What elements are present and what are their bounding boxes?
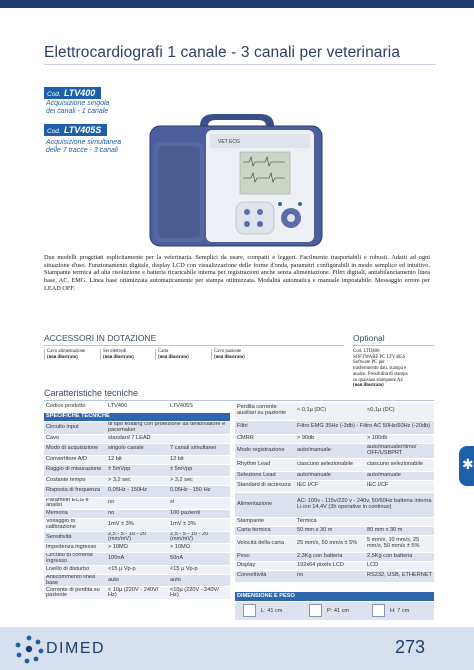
spec-row [44,476,230,485]
tech-divider [44,400,434,401]
product-desc-ltv400 [46,100,109,116]
spec-row [44,464,230,476]
spec-row [44,553,230,566]
optional-line: Software PC per [353,360,385,366]
length-icon [243,604,256,617]
spec-value-cell: IEC I/CF [295,480,365,492]
spec-value-cell: 7 canali simultanei [168,443,230,455]
spec-value-cell: 0,05Hz - 150 Hz [168,485,230,497]
spec-label-cell: Costante tempo [44,476,106,485]
spec-value-cell: > 3,2 sec [106,476,168,485]
spec-label-cell: Raggio di misurazione [44,464,106,476]
dimension-depth [309,604,369,618]
spec-label-cell: Carta termica [235,526,295,535]
optional-line: su qualsiasi stampante A4 [353,377,403,383]
spec-row [44,574,230,587]
product-code-badge-ltv405s [44,124,107,136]
spec-label-cell: Rhythm Lead [235,458,295,471]
optional-divider [353,345,434,346]
spec-value-cell: > 100db [365,434,434,443]
spec-row [44,485,230,497]
accessory-name: Cavo paziente [214,349,242,354]
spec-row [235,526,434,535]
accessory-note: (non illustrato) [47,354,78,360]
spec-value-cell: ± 5mVpp [106,464,168,476]
spec-table-right [235,403,434,583]
spec-row [235,403,434,420]
spec-value-cell: di tipo floating con protezione da defibrillatore e pacemaker [106,421,230,434]
spec-value-cell: auto [168,574,230,587]
spec-label-cell: Voltaggio di calibrazione [44,519,106,532]
optional-code: Cod. LTD406 [353,349,380,354]
top-color-bar [0,0,474,8]
spec-row [44,510,230,519]
spec-label-cell: Circuito di corrente ingresso [44,553,106,566]
intro-paragraph: Due modelli progettati esplicitamente per la veterinaria. Semplici da usare, compatti e leggeri. Facilmente trasportabili e robusti. Adatti ad ogni situazione d'uso. Funzionamento digitale, display LCD con visualizzazione delle forme d'onda, parametri configurabili in modo semplice ed intuitivo. Stampante termica ad alta risoluzione e batteria ricaricabile interna per registrazioni anche senza alimentazione. Filtri digitali, antisbilanciamento linea base, AC, EMG. Linea base ottimizzata automaticamente per stampa ottimizzata. Modalità automatica e manuale impostabile. Messaggio errore per LEAD OFF. [44,254,430,292]
spec-value-cell: 100nA [106,553,168,566]
spec-value-cell: ± 5mVpp [168,464,230,476]
product-desc-ltv405s [46,139,121,155]
spec-value-cell: standard 7 LEAD [106,434,230,443]
spec-row [44,531,230,544]
star-icon: ✱ [462,456,474,472]
brand-name: DIMED [46,640,106,657]
spec-band-label: SPECIFICHE TECNICHE [44,412,230,421]
spec-row [44,421,230,434]
spec-value-cell: > 3,2 sec [168,476,230,485]
spec-label-cell: Connettività [235,570,295,582]
spec-header-cell: LTV405S [168,403,230,412]
product-code: LTV405S [63,125,102,135]
spec-band-row [44,412,230,421]
spec-row [44,455,230,464]
spec-value-cell: 100 pazienti [168,510,230,519]
optional-title: Optional [353,333,385,343]
spec-value-cell: 192x64 pixels LCD [295,561,365,570]
spec-row [44,497,230,510]
spec-value-cell: 25 mm/s, 50 mm/s ± 5% [295,535,365,552]
spec-value-cell: no [295,570,365,582]
product-desc-line: Acquisizione simultanea [46,139,122,146]
spec-value-cell: 50 mm x 30 m [295,526,365,535]
product-code: LTV400 [63,88,96,98]
spec-label-cell: Impedenza ingresso [44,544,106,553]
spec-row [44,587,230,600]
page-title: Elettrocardiografi 1 canale - 3 canali per veterinaria [44,44,401,61]
spec-value-cell: ciascuno selezionabile [365,458,434,471]
spec-row [44,434,230,443]
spec-value-cell: auto/manuale/ritmo/ OFF/USBPRT [365,443,434,458]
spec-table-left [44,403,230,600]
spec-value-cell: <0,1µ (DC) [365,403,434,420]
product-desc-line: Acquisizione singola [46,100,110,107]
accessory-name: Cavo alimentazione [47,349,86,354]
spec-row [235,420,434,434]
dimed-logo-icon [14,634,44,664]
accessory-note: (non illustrato) [158,354,189,360]
spec-value-cell: 2,5Kg con batteria [365,552,434,561]
spec-label-cell: Velocità della carta [235,535,295,552]
spec-value-cell: LCD [365,561,434,570]
spec-value-cell: 1mV ± 3% [106,519,168,532]
spec-row [44,519,230,532]
spec-value-cell: 50nA [168,553,230,566]
spec-label-cell: Parametri ECG e analisi [44,497,106,510]
spec-row [44,544,230,553]
spec-value-cell: auto/manuale [365,471,434,480]
optional-item [353,349,433,389]
spec-value-cell: 2,5 - 5 - 10 - 20 (mm/mV) [106,531,168,544]
spec-label-cell: Risposta di frequenza [44,485,106,497]
spec-value-cell: 1mV ± 3% [168,519,230,532]
spec-value-cell: 0,05Hz - 150Hz [106,485,168,497]
product-desc-line: dei canali - 1 canale [46,108,109,115]
depth-icon [309,604,322,617]
spec-value-cell: auto/manuale [295,471,365,480]
spec-row [235,561,434,570]
spec-label-cell: Standard di sicurezza [235,480,295,492]
spec-value-cell: IEC I/CF [365,480,434,492]
spec-value-cell: 2,5 - 5 - 10 - 20 (mm/mV) [168,531,230,544]
spec-header-cell: Codice prodotto [44,403,106,412]
spec-row [44,443,230,455]
spec-label-cell: CMRR [235,434,295,443]
spec-label-cell: Display [235,561,295,570]
spec-label-cell: Convertitore A/D [44,455,106,464]
spec-header-cell: LTV400 [106,403,168,412]
spec-value-cell: 2,3Kg con batteria [295,552,365,561]
spec-label-cell: Sensitività [44,531,106,544]
spec-label-cell: Peso [235,552,295,561]
spec-value-cell: > 10MΩ [106,544,168,553]
spec-label-cell: Cavo [44,434,106,443]
spec-value-cell: 12 bit [106,455,168,464]
spec-label-cell: Alimentazione [235,492,295,517]
spec-label-cell: Anticommento linea base [44,574,106,587]
spec-label-cell: Corrente di perdita su paziente [44,587,106,600]
spec-value-cell: singolo canale [106,443,168,455]
spec-value-cell: auto/manuale [295,443,365,458]
spec-label-cell: Filtri [235,420,295,434]
spec-value-cell: Filtro EMG 35Hz (-3db) - Filtro AC 50Hz/60Hz (-20db) [295,420,434,434]
optional-line: trasferimento dati, stampa e [353,366,407,372]
spec-row [235,458,434,471]
spec-label-cell: Livello di disturbo [44,565,106,574]
dimension-height-value: H: 7 cm [390,608,410,614]
spec-label-cell: Stampante [235,517,295,526]
tech-title: Caratteristiche tecniche [44,388,139,398]
accessory-name: Set elettrodi [103,349,127,354]
spec-value-cell: < 0,1µ (DC) [295,403,365,420]
spec-row [235,443,434,458]
accessory-note: (non illustrato) [214,354,245,360]
title-divider [44,64,436,65]
spec-row [44,565,230,574]
optional-line: analisi. Possibilità di stampa [353,371,408,377]
dimension-height [372,604,432,618]
spec-value-cell: <10µ (220V - 240V/ Hz) [168,587,230,600]
spec-row [235,492,434,517]
product-code-badge-ltv400 [44,87,101,99]
product-desc-line: delle 7 tracce - 3 canali [46,147,118,154]
spec-header-row [44,403,230,412]
code-prefix: Cod. [47,128,61,135]
dimension-length-value: L: 41 cm [261,608,283,614]
spec-label-cell: Modo di acquisizione [44,443,106,455]
spec-label-cell: Modo registrazione [235,443,295,458]
accessory-item [155,349,209,360]
accessory-item [100,349,154,360]
spec-row [235,517,434,526]
spec-value-cell: auto [106,574,168,587]
spec-value-cell: 80 mm x 30 m [365,526,434,535]
spec-value-cell: 5 mm/s, 10 mm/s, 25 mm/s, 50 mm/s ± 5% [365,535,434,552]
optional-note: (non illustrato) [353,383,384,389]
ecg-device-image [148,112,324,252]
spec-label-cell: Perdita corrente ausiliari su paziente [235,403,295,420]
spec-value-cell: > 10MΩ [168,544,230,553]
page-number: 273 [395,637,426,657]
spec-value-cell: <15 µ Vp-p [106,565,168,574]
dimensions-band: DIMENSIONE E PESO [235,592,434,601]
spec-row [235,471,434,480]
spec-value-cell: no [106,497,168,510]
accessory-note: (non illustrato) [103,354,134,360]
spec-value-cell: 12 bit [168,455,230,464]
spec-label-cell: Selezione Lead [235,471,295,480]
spec-value-cell: RS232, USB, ETHERNET [365,570,434,582]
dimension-depth-value: P: 41 cm [327,608,350,614]
spec-row [235,552,434,561]
spec-label-cell: Circuito input [44,421,106,434]
spec-row [235,535,434,552]
spec-value-cell: < 10µ (220V - 240V/ Hz) [106,587,168,600]
device-screen-label: VET ECG [218,139,240,145]
spec-value-cell: > 90db [295,434,365,443]
code-prefix: Cod. [47,91,61,98]
accessory-item [211,349,265,360]
spec-row [235,480,434,492]
spec-row [235,570,434,582]
dimension-length [243,604,303,618]
spec-value-cell: Termica [295,517,434,526]
section-side-tab [459,446,474,486]
spec-value-cell: no [106,510,168,519]
accessory-name: Carta [158,349,169,354]
spec-value-cell: <15 µ Vp-p [168,565,230,574]
optional-line: SOFTWARE PC LTV405S [353,354,406,360]
spec-row [235,434,434,443]
accessories-divider [44,345,344,346]
accessories-title: ACCESSORI IN DOTAZIONE [44,333,157,343]
height-icon [372,604,385,617]
spec-label-cell: Memoria [44,510,106,519]
spec-value-cell: si [168,497,230,510]
spec-value-cell: ciascuno selezionabile [295,458,365,471]
accessory-item [44,349,98,360]
spec-value-cell: AC: 100v - 115v/220 v - 240v, 50/60Hz batteria interna Li-ion 14,4V (3h operative in continuo) [295,492,434,517]
